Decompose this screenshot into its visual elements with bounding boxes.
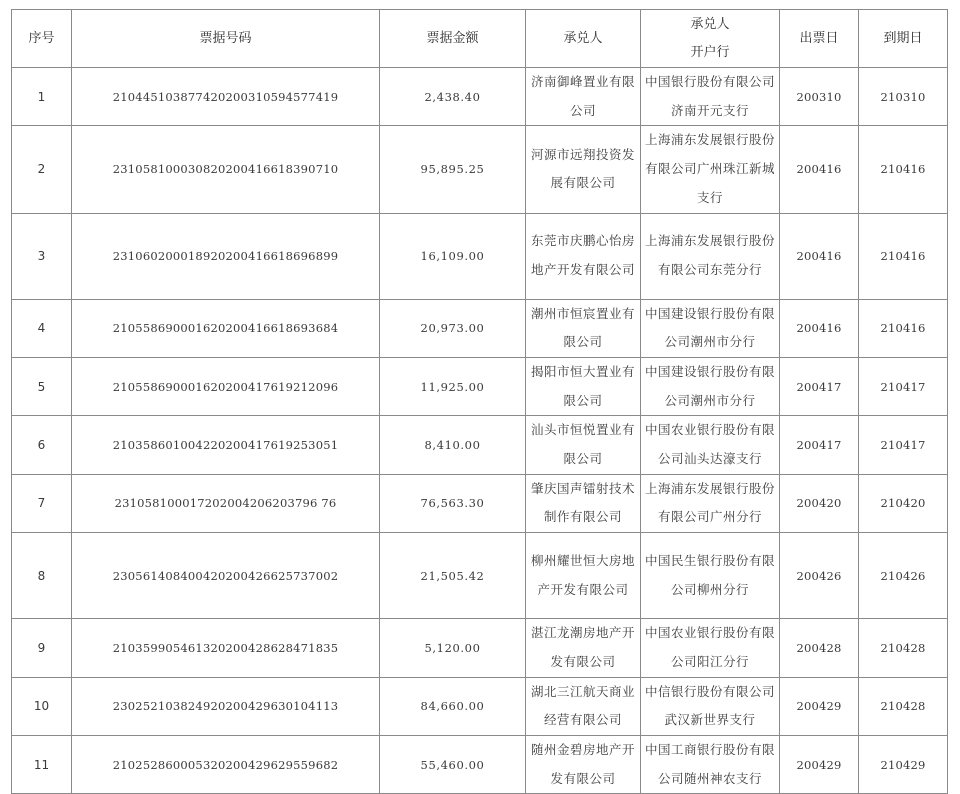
- cell-bill-number: 231060200018920200416618696899: [72, 213, 380, 299]
- cell-seq: 3: [12, 213, 72, 299]
- cell-acceptor-bank: 中国农业银行股份有限公司阳江分行: [641, 619, 780, 677]
- cell-issue-date: 200429: [780, 677, 859, 735]
- cell-bill-number: 231058100017202004206203796 76: [72, 474, 380, 532]
- cell-acceptor-bank: 中信银行股份有限公司武汉新世界支行: [641, 677, 780, 735]
- cell-amount: 16,109.00: [380, 213, 526, 299]
- cell-bill-number: 210358601004220200417619253051: [72, 416, 380, 474]
- cell-acceptor-bank: 上海浦东发展银行股份有限公司广州分行: [641, 474, 780, 532]
- cell-amount: 76,563.30: [380, 474, 526, 532]
- cell-acceptor: 湛江龙潮房地产开发有限公司: [526, 619, 641, 677]
- table-row: [12, 126, 948, 213]
- cell-acceptor: 柳州耀世恒大房地产开发有限公司: [526, 533, 641, 619]
- cell-bill-number: 210445103877420200310594577419: [72, 68, 380, 126]
- cell-acceptor-bank: 中国建设银行股份有限公司潮州市分行: [641, 299, 780, 357]
- cell-amount: 11,925.00: [380, 357, 526, 415]
- cell-acceptor: 揭阳市恒大置业有限公司: [526, 357, 641, 415]
- cell-bill-number: 210558690001620200416618693684: [72, 299, 380, 357]
- cell-seq: 8: [12, 533, 72, 619]
- cell-bill-number: 230561408400420200426625737002: [72, 533, 380, 619]
- cell-acceptor: 湖北三江航天商业经营有限公司: [526, 677, 641, 735]
- cell-seq: 5: [12, 357, 72, 415]
- cell-seq: 11: [12, 735, 72, 793]
- header-acceptor-bank-line1: 承兑人: [690, 16, 730, 32]
- bill-table-container: [11, 9, 948, 794]
- cell-amount: 5,120.00: [380, 619, 526, 677]
- cell-acceptor-bank: 中国农业银行股份有限公司汕头达濠支行: [641, 416, 780, 474]
- cell-acceptor-bank: 中国工商银行股份有限公司随州神农支行: [641, 735, 780, 793]
- table-row: [12, 68, 948, 126]
- cell-acceptor-bank: 中国建设银行股份有限公司潮州市分行: [641, 357, 780, 415]
- cell-seq: 4: [12, 299, 72, 357]
- table-row: [12, 474, 948, 532]
- cell-acceptor: 河源市远翔投资发展有限公司: [526, 126, 641, 213]
- cell-seq: 9: [12, 619, 72, 677]
- header-due-date: 到期日: [859, 10, 948, 68]
- cell-acceptor-bank: 中国银行股份有限公司济南开元支行: [641, 68, 780, 126]
- header-seq: 序号: [12, 10, 72, 68]
- cell-issue-date: 200417: [780, 357, 859, 415]
- cell-acceptor-bank: 中国民生银行股份有限公司柳州分行: [641, 533, 780, 619]
- table-row: [12, 357, 948, 415]
- header-bill-number: 票据号码: [72, 10, 380, 68]
- cell-bill-number: 210359905461320200428628471835: [72, 619, 380, 677]
- cell-due-date: 210429: [859, 735, 948, 793]
- header-acceptor: 承兑人: [526, 10, 641, 68]
- cell-acceptor-bank: 上海浦东发展银行股份有限公司东莞分行: [641, 213, 780, 299]
- cell-issue-date: 200310: [780, 68, 859, 126]
- cell-due-date: 210428: [859, 677, 948, 735]
- cell-issue-date: 200429: [780, 735, 859, 793]
- cell-issue-date: 200426: [780, 533, 859, 619]
- cell-acceptor-bank: 上海浦东发展银行股份有限公司广州珠江新城支行: [641, 126, 780, 213]
- table-row: [12, 677, 948, 735]
- header-acceptor-bank-line2: 开户行: [690, 44, 730, 60]
- cell-due-date: 210416: [859, 126, 948, 213]
- cell-due-date: 210426: [859, 533, 948, 619]
- cell-amount: 8,410.00: [380, 416, 526, 474]
- header-issue-date: 出票日: [780, 10, 859, 68]
- cell-issue-date: 200417: [780, 416, 859, 474]
- cell-amount: 55,460.00: [380, 735, 526, 793]
- cell-amount: 84,660.00: [380, 677, 526, 735]
- table-row: [12, 416, 948, 474]
- table-row: [12, 735, 948, 793]
- cell-due-date: 210417: [859, 416, 948, 474]
- cell-issue-date: 200416: [780, 299, 859, 357]
- cell-due-date: 210428: [859, 619, 948, 677]
- cell-amount: 2,438.40: [380, 68, 526, 126]
- header-acceptor-bank: [641, 10, 780, 68]
- cell-seq: 7: [12, 474, 72, 532]
- table-row: [12, 533, 948, 619]
- table-row: [12, 213, 948, 299]
- cell-due-date: 210416: [859, 299, 948, 357]
- cell-seq: 10: [12, 677, 72, 735]
- cell-acceptor: 肇庆国声镭射技术制作有限公司: [526, 474, 641, 532]
- cell-seq: 6: [12, 416, 72, 474]
- cell-seq: 1: [12, 68, 72, 126]
- cell-acceptor: 潮州市恒宸置业有限公司: [526, 299, 641, 357]
- cell-amount: 95,895.25: [380, 126, 526, 213]
- cell-seq: 2: [12, 126, 72, 213]
- cell-acceptor: 东莞市庆鹏心怡房地产开发有限公司: [526, 213, 641, 299]
- cell-due-date: 210420: [859, 474, 948, 532]
- table-header-row: [12, 10, 948, 68]
- cell-due-date: 210310: [859, 68, 948, 126]
- commercial-bill-table: [11, 9, 948, 794]
- cell-acceptor: 济南御峰置业有限公司: [526, 68, 641, 126]
- cell-amount: 21,505.42: [380, 533, 526, 619]
- table-row: [12, 619, 948, 677]
- cell-bill-number: 210558690001620200417619212096: [72, 357, 380, 415]
- cell-issue-date: 200416: [780, 213, 859, 299]
- cell-amount: 20,973.00: [380, 299, 526, 357]
- cell-bill-number: 210252860005320200429629559682: [72, 735, 380, 793]
- cell-issue-date: 200416: [780, 126, 859, 213]
- cell-due-date: 210416: [859, 213, 948, 299]
- cell-due-date: 210417: [859, 357, 948, 415]
- cell-bill-number: 230252103824920200429630104113: [72, 677, 380, 735]
- table-row: [12, 299, 948, 357]
- cell-acceptor: 汕头市恒悦置业有限公司: [526, 416, 641, 474]
- cell-bill-number: 231058100030820200416618390710: [72, 126, 380, 213]
- cell-issue-date: 200420: [780, 474, 859, 532]
- header-amount: 票据金额: [380, 10, 526, 68]
- cell-issue-date: 200428: [780, 619, 859, 677]
- cell-acceptor: 随州金碧房地产开发有限公司: [526, 735, 641, 793]
